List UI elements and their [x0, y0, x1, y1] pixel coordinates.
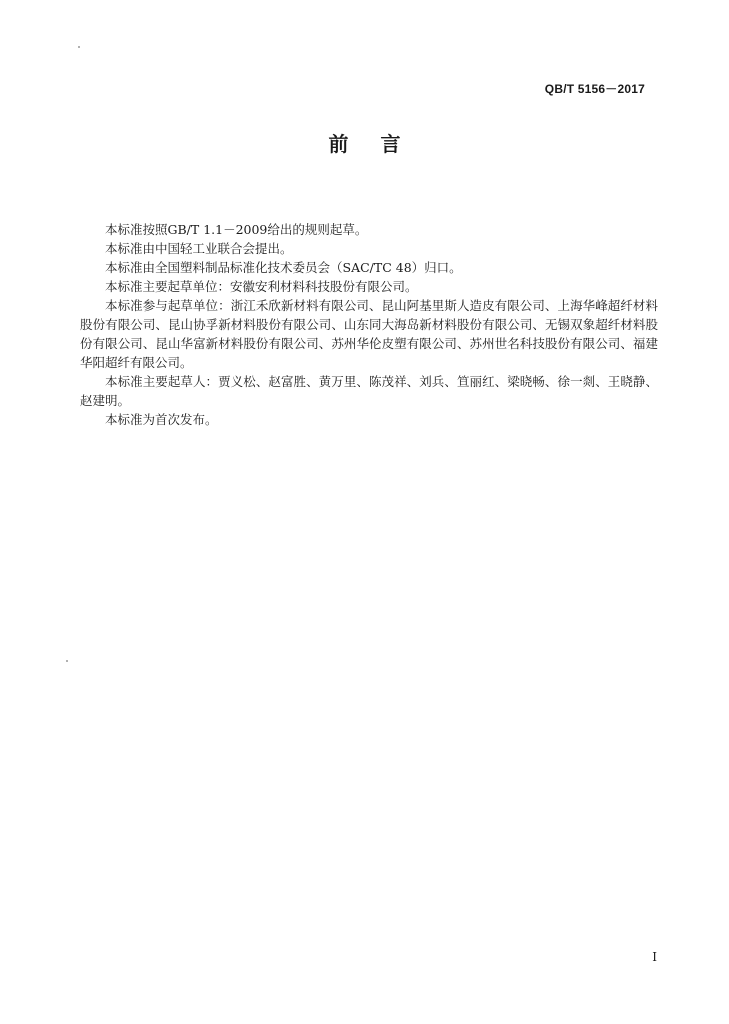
paragraph-centralized-by: 本标准由全国塑料制品标准化技术委员会（SAC/TC 48）归口。 [105, 260, 462, 275]
paragraph-main-drafter-unit: 本标准主要起草单位：安徽安利材料科技股份有限公司。 [105, 279, 418, 294]
paragraph-main-drafters: 本标准主要起草人：贾义松、赵富胜、黄万里、陈茂祥、刘兵、笪丽红、梁晓畅、徐一剡、王晓静、赵建明。 [80, 374, 658, 408]
title-part-1: 前 [328, 132, 349, 156]
paragraph-proposed-by: 本标准由中国轻工业联合会提出。 [105, 241, 293, 256]
scan-speck [78, 46, 80, 48]
foreword-body [80, 220, 658, 429]
paragraph-first-release: 本标准为首次发布。 [105, 412, 218, 427]
scan-speck [66, 660, 68, 662]
page-title [0, 128, 729, 157]
paragraph-participating-units: 本标准参与起草单位：浙江禾欣新材料有限公司、昆山阿基里斯人造皮有限公司、上海华峰超纤材料股份有限公司、昆山协孚新材料股份有限公司、山东同大海岛新材料股份有限公司、无锡双象超纤材料股份有限公司、昆山华富新材料股份有限公司、苏州华伦皮塑有限公司、苏州世名科技股份有限公司、福建华阳超纤有限公司。 [80, 298, 658, 370]
standard-code: QB/T 5156－2017 [544, 82, 645, 96]
paragraph-drafting-rules: 本标准按照GB/T 1.1－2009给出的规则起草。 [105, 222, 368, 237]
title-part-2: 言 [380, 132, 401, 156]
page-number: I [652, 950, 657, 964]
